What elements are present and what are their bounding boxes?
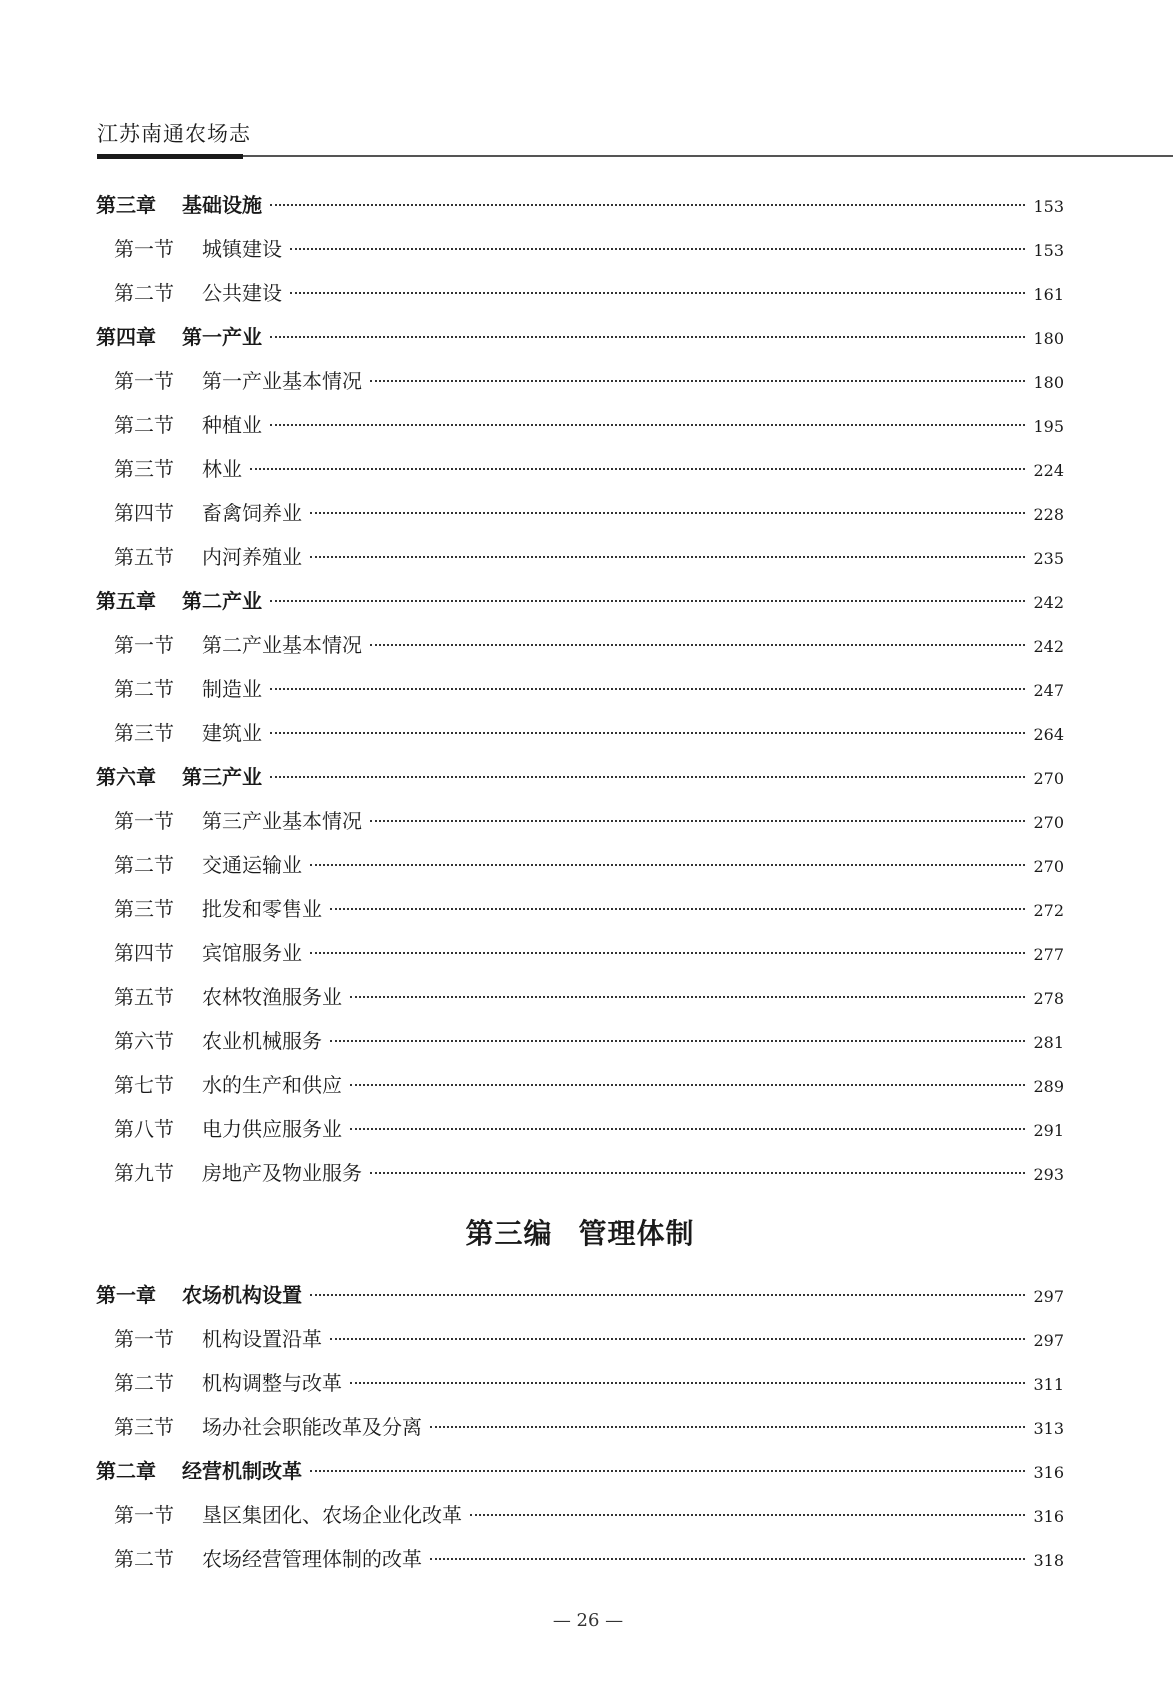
toc-entry-page: 297	[1033, 1331, 1064, 1350]
dot-leader	[270, 732, 1025, 734]
dot-leader	[330, 1338, 1025, 1340]
toc-chapter-row	[96, 1449, 1064, 1493]
toc-entry-title: 垦区集团化、农场企业化改革	[202, 1503, 462, 1527]
toc-chapter-row	[96, 755, 1064, 799]
toc-entry-page: 161	[1033, 285, 1064, 304]
toc-entry-number: 第四节	[114, 501, 174, 525]
toc-section-row	[96, 227, 1064, 271]
toc-section-row	[96, 1107, 1064, 1151]
toc-entry-number: 第一节	[114, 1503, 174, 1527]
toc-section-row	[96, 711, 1064, 755]
dot-leader	[430, 1558, 1025, 1560]
toc-chapter-row	[96, 579, 1064, 623]
toc-section-row	[96, 1537, 1064, 1581]
toc-entry-title: 农林牧渔服务业	[202, 985, 342, 1009]
toc-section-row	[96, 931, 1064, 975]
dot-leader	[310, 864, 1025, 866]
toc-entry-title: 城镇建设	[202, 237, 282, 261]
part-title: 管理体制	[578, 1217, 695, 1250]
toc-entry-page: 247	[1033, 681, 1064, 700]
toc-entry-title: 房地产及物业服务	[202, 1161, 362, 1185]
toc-entry-page: 224	[1033, 461, 1064, 480]
toc-entry-number: 第二节	[114, 413, 174, 437]
toc-entry-title: 宾馆服务业	[202, 941, 302, 965]
toc-entry-page: 153	[1033, 241, 1064, 260]
toc-entry-title: 机构设置沿革	[202, 1327, 322, 1351]
toc-entry-number: 第二节	[114, 1371, 174, 1395]
dot-leader	[290, 292, 1025, 294]
dot-leader	[310, 512, 1025, 514]
toc-entry-number: 第三章	[96, 193, 156, 217]
header-rule-thin	[243, 155, 1173, 157]
toc-entry-title: 电力供应服务业	[202, 1117, 342, 1141]
toc-entry-title: 第一产业基本情况	[202, 369, 362, 393]
toc-entry-title: 第二产业基本情况	[202, 633, 362, 657]
toc-entry-number: 第八节	[114, 1117, 174, 1141]
toc-entry-page: 297	[1033, 1287, 1064, 1306]
toc-entry-title: 种植业	[202, 413, 262, 437]
toc-entry-title: 畜禽饲养业	[202, 501, 302, 525]
toc-entry-page: 180	[1033, 329, 1064, 348]
toc-entry-title: 经营机制改革	[182, 1459, 302, 1483]
toc-entry-page: 242	[1033, 593, 1064, 612]
toc-entry-title: 农场机构设置	[182, 1283, 302, 1307]
toc-entry-title: 内河养殖业	[202, 545, 302, 569]
toc-entry-number: 第四章	[96, 325, 156, 349]
toc-entry-page: 180	[1033, 373, 1064, 392]
toc-section-row	[96, 843, 1064, 887]
toc-entry-number: 第九节	[114, 1161, 174, 1185]
dot-leader	[270, 600, 1025, 602]
toc-entry-page: 228	[1033, 505, 1064, 524]
toc-entry-number: 第一章	[96, 1283, 156, 1307]
dot-leader	[270, 688, 1025, 690]
toc-group-after	[96, 1273, 1064, 1581]
dot-leader	[350, 1084, 1025, 1086]
toc-entry-number: 第五章	[96, 589, 156, 613]
dot-leader	[350, 1382, 1025, 1384]
toc-entry-page: 316	[1033, 1507, 1064, 1526]
dot-leader	[310, 952, 1025, 954]
dot-leader	[470, 1514, 1025, 1516]
toc-section-row	[96, 1493, 1064, 1537]
toc-chapter-row	[96, 183, 1064, 227]
toc-entry-number: 第二章	[96, 1459, 156, 1483]
part-heading	[96, 1195, 1064, 1273]
dot-leader	[270, 336, 1025, 338]
toc-entry-page: 272	[1033, 901, 1064, 920]
toc-section-row	[96, 535, 1064, 579]
page-number: — 26 —	[552, 1610, 624, 1631]
toc-entry-number: 第三节	[114, 457, 174, 481]
toc-entry-page: 235	[1033, 549, 1064, 568]
toc-section-row	[96, 1361, 1064, 1405]
dot-leader	[370, 380, 1025, 382]
dot-leader	[270, 424, 1025, 426]
dot-leader	[250, 468, 1025, 470]
dot-leader	[350, 1128, 1025, 1130]
toc-entry-title: 第三产业	[182, 765, 262, 789]
toc-section-row	[96, 975, 1064, 1019]
toc-entry-page: 293	[1033, 1165, 1064, 1184]
toc-entry-title: 基础设施	[182, 193, 262, 217]
toc-entry-number: 第四节	[114, 941, 174, 965]
toc-section-row	[96, 623, 1064, 667]
toc-section-row	[96, 491, 1064, 535]
toc-entry-number: 第三节	[114, 897, 174, 921]
dot-leader	[310, 1470, 1025, 1472]
dot-leader	[330, 1040, 1025, 1042]
toc-entry-page: 270	[1033, 769, 1064, 788]
toc-section-row	[96, 1063, 1064, 1107]
dot-leader	[290, 248, 1025, 250]
toc-entry-title: 公共建设	[202, 281, 282, 305]
toc-entry-page: 289	[1033, 1077, 1064, 1096]
toc-entry-title: 农业机械服务	[202, 1029, 322, 1053]
toc-entry-title: 制造业	[202, 677, 262, 701]
toc-entry-page: 242	[1033, 637, 1064, 656]
toc-section-row	[96, 403, 1064, 447]
toc-entry-number: 第二节	[114, 853, 174, 877]
toc-entry-title: 林业	[202, 457, 242, 481]
toc-section-row	[96, 667, 1064, 711]
toc-entry-page: 281	[1033, 1033, 1064, 1052]
toc-entry-number: 第一节	[114, 369, 174, 393]
dot-leader	[430, 1426, 1025, 1428]
toc-entry-page: 311	[1033, 1375, 1064, 1394]
toc-entry-number: 第二节	[114, 677, 174, 701]
toc-entry-page: 277	[1033, 945, 1064, 964]
toc-section-row	[96, 1405, 1064, 1449]
toc-entry-number: 第一节	[114, 1327, 174, 1351]
toc-section-row	[96, 887, 1064, 931]
toc-group-before	[96, 183, 1064, 1195]
dot-leader	[270, 204, 1025, 206]
toc-entry-number: 第六节	[114, 1029, 174, 1053]
dot-leader	[370, 644, 1025, 646]
toc-entry-title: 建筑业	[202, 721, 262, 745]
toc-entry-number: 第二节	[114, 281, 174, 305]
toc-entry-page: 278	[1033, 989, 1064, 1008]
toc-entry-title: 批发和零售业	[202, 897, 322, 921]
toc-entry-page: 270	[1033, 857, 1064, 876]
toc-entry-title: 农场经营管理体制的改革	[202, 1547, 422, 1571]
toc-entry-number: 第五节	[114, 985, 174, 1009]
toc-entry-title: 场办社会职能改革及分离	[202, 1415, 422, 1439]
toc-section-row	[96, 799, 1064, 843]
running-header-title: 江苏南通农场志	[97, 122, 251, 146]
dot-leader	[310, 1294, 1025, 1296]
toc-entry-title: 机构调整与改革	[202, 1371, 342, 1395]
toc-entry-number: 第一节	[114, 809, 174, 833]
dot-leader	[310, 556, 1025, 558]
toc-entry-number: 第一节	[114, 633, 174, 657]
toc-entry-page: 318	[1033, 1551, 1064, 1570]
toc-entry-number: 第五节	[114, 545, 174, 569]
toc-entry-number: 第一节	[114, 237, 174, 261]
toc-entry-page: 270	[1033, 813, 1064, 832]
toc-entry-title: 交通运输业	[202, 853, 302, 877]
toc-entry-page: 264	[1033, 725, 1064, 744]
toc-section-row	[96, 271, 1064, 315]
toc-entry-title: 水的生产和供应	[202, 1073, 342, 1097]
table-of-contents	[96, 183, 1064, 1581]
header-rule-thick	[97, 154, 243, 159]
toc-entry-number: 第七节	[114, 1073, 174, 1097]
dot-leader	[370, 820, 1025, 822]
dot-leader	[330, 908, 1025, 910]
toc-entry-number: 第二节	[114, 1547, 174, 1571]
toc-entry-page: 313	[1033, 1419, 1064, 1438]
dot-leader	[350, 996, 1025, 998]
toc-entry-title: 第二产业	[182, 589, 262, 613]
toc-section-row	[96, 447, 1064, 491]
dot-leader	[270, 776, 1025, 778]
toc-section-row	[96, 1317, 1064, 1361]
toc-entry-page: 316	[1033, 1463, 1064, 1482]
toc-chapter-row	[96, 315, 1064, 359]
toc-entry-number: 第三节	[114, 721, 174, 745]
toc-entry-title: 第三产业基本情况	[202, 809, 362, 833]
toc-entry-page: 195	[1033, 417, 1064, 436]
toc-entry-page: 291	[1033, 1121, 1064, 1140]
part-number: 第三编	[465, 1217, 553, 1250]
toc-section-row	[96, 1019, 1064, 1063]
toc-entry-number: 第六章	[96, 765, 156, 789]
toc-section-row	[96, 1151, 1064, 1195]
toc-entry-number: 第三节	[114, 1415, 174, 1439]
toc-entry-page: 153	[1033, 197, 1064, 216]
dot-leader	[370, 1172, 1025, 1174]
toc-section-row	[96, 359, 1064, 403]
toc-chapter-row	[96, 1273, 1064, 1317]
toc-entry-title: 第一产业	[182, 325, 262, 349]
